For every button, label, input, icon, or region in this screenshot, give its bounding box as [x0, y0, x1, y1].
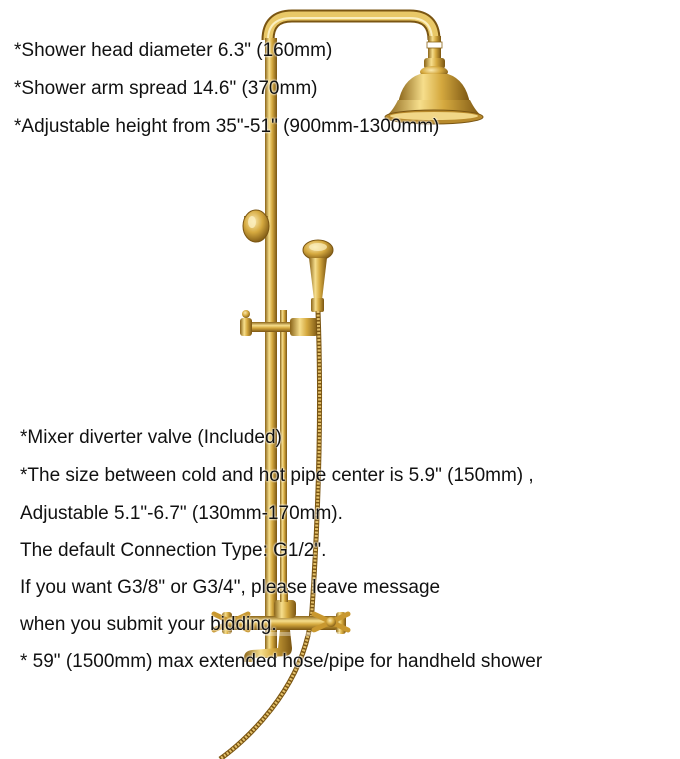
hand-shower: [303, 240, 333, 312]
spec-connection-type: The default Connection Type: G1/2".: [20, 540, 327, 561]
spec-adjustable-height: *Adjustable height from 35"-51" (900mm-1300mm): [14, 116, 440, 137]
spec-alt-connection-cont: when you submit your bidding.: [20, 614, 277, 635]
spec-head-diameter: *Shower head diameter 6.3" (160mm): [14, 40, 333, 61]
wall-bracket: [243, 210, 269, 242]
spec-pipe-adjustable: Adjustable 5.1"-6.7" (130mm-170mm).: [20, 503, 343, 524]
slide-rail: [280, 310, 287, 610]
spec-arm-spread: *Shower arm spread 14.6" (370mm): [14, 78, 318, 99]
spec-hose-length: * 59" (1500mm) max extended hose/pipe for handheld shower: [20, 651, 543, 672]
spec-pipe-center: *The size between cold and hot pipe center is 5.9" (150mm) ,: [20, 465, 534, 486]
spec-mixer-valve: *Mixer diverter valve (Included): [20, 427, 282, 448]
spec-alt-connection: If you want G3/8" or G3/4", please leave message: [20, 577, 441, 598]
